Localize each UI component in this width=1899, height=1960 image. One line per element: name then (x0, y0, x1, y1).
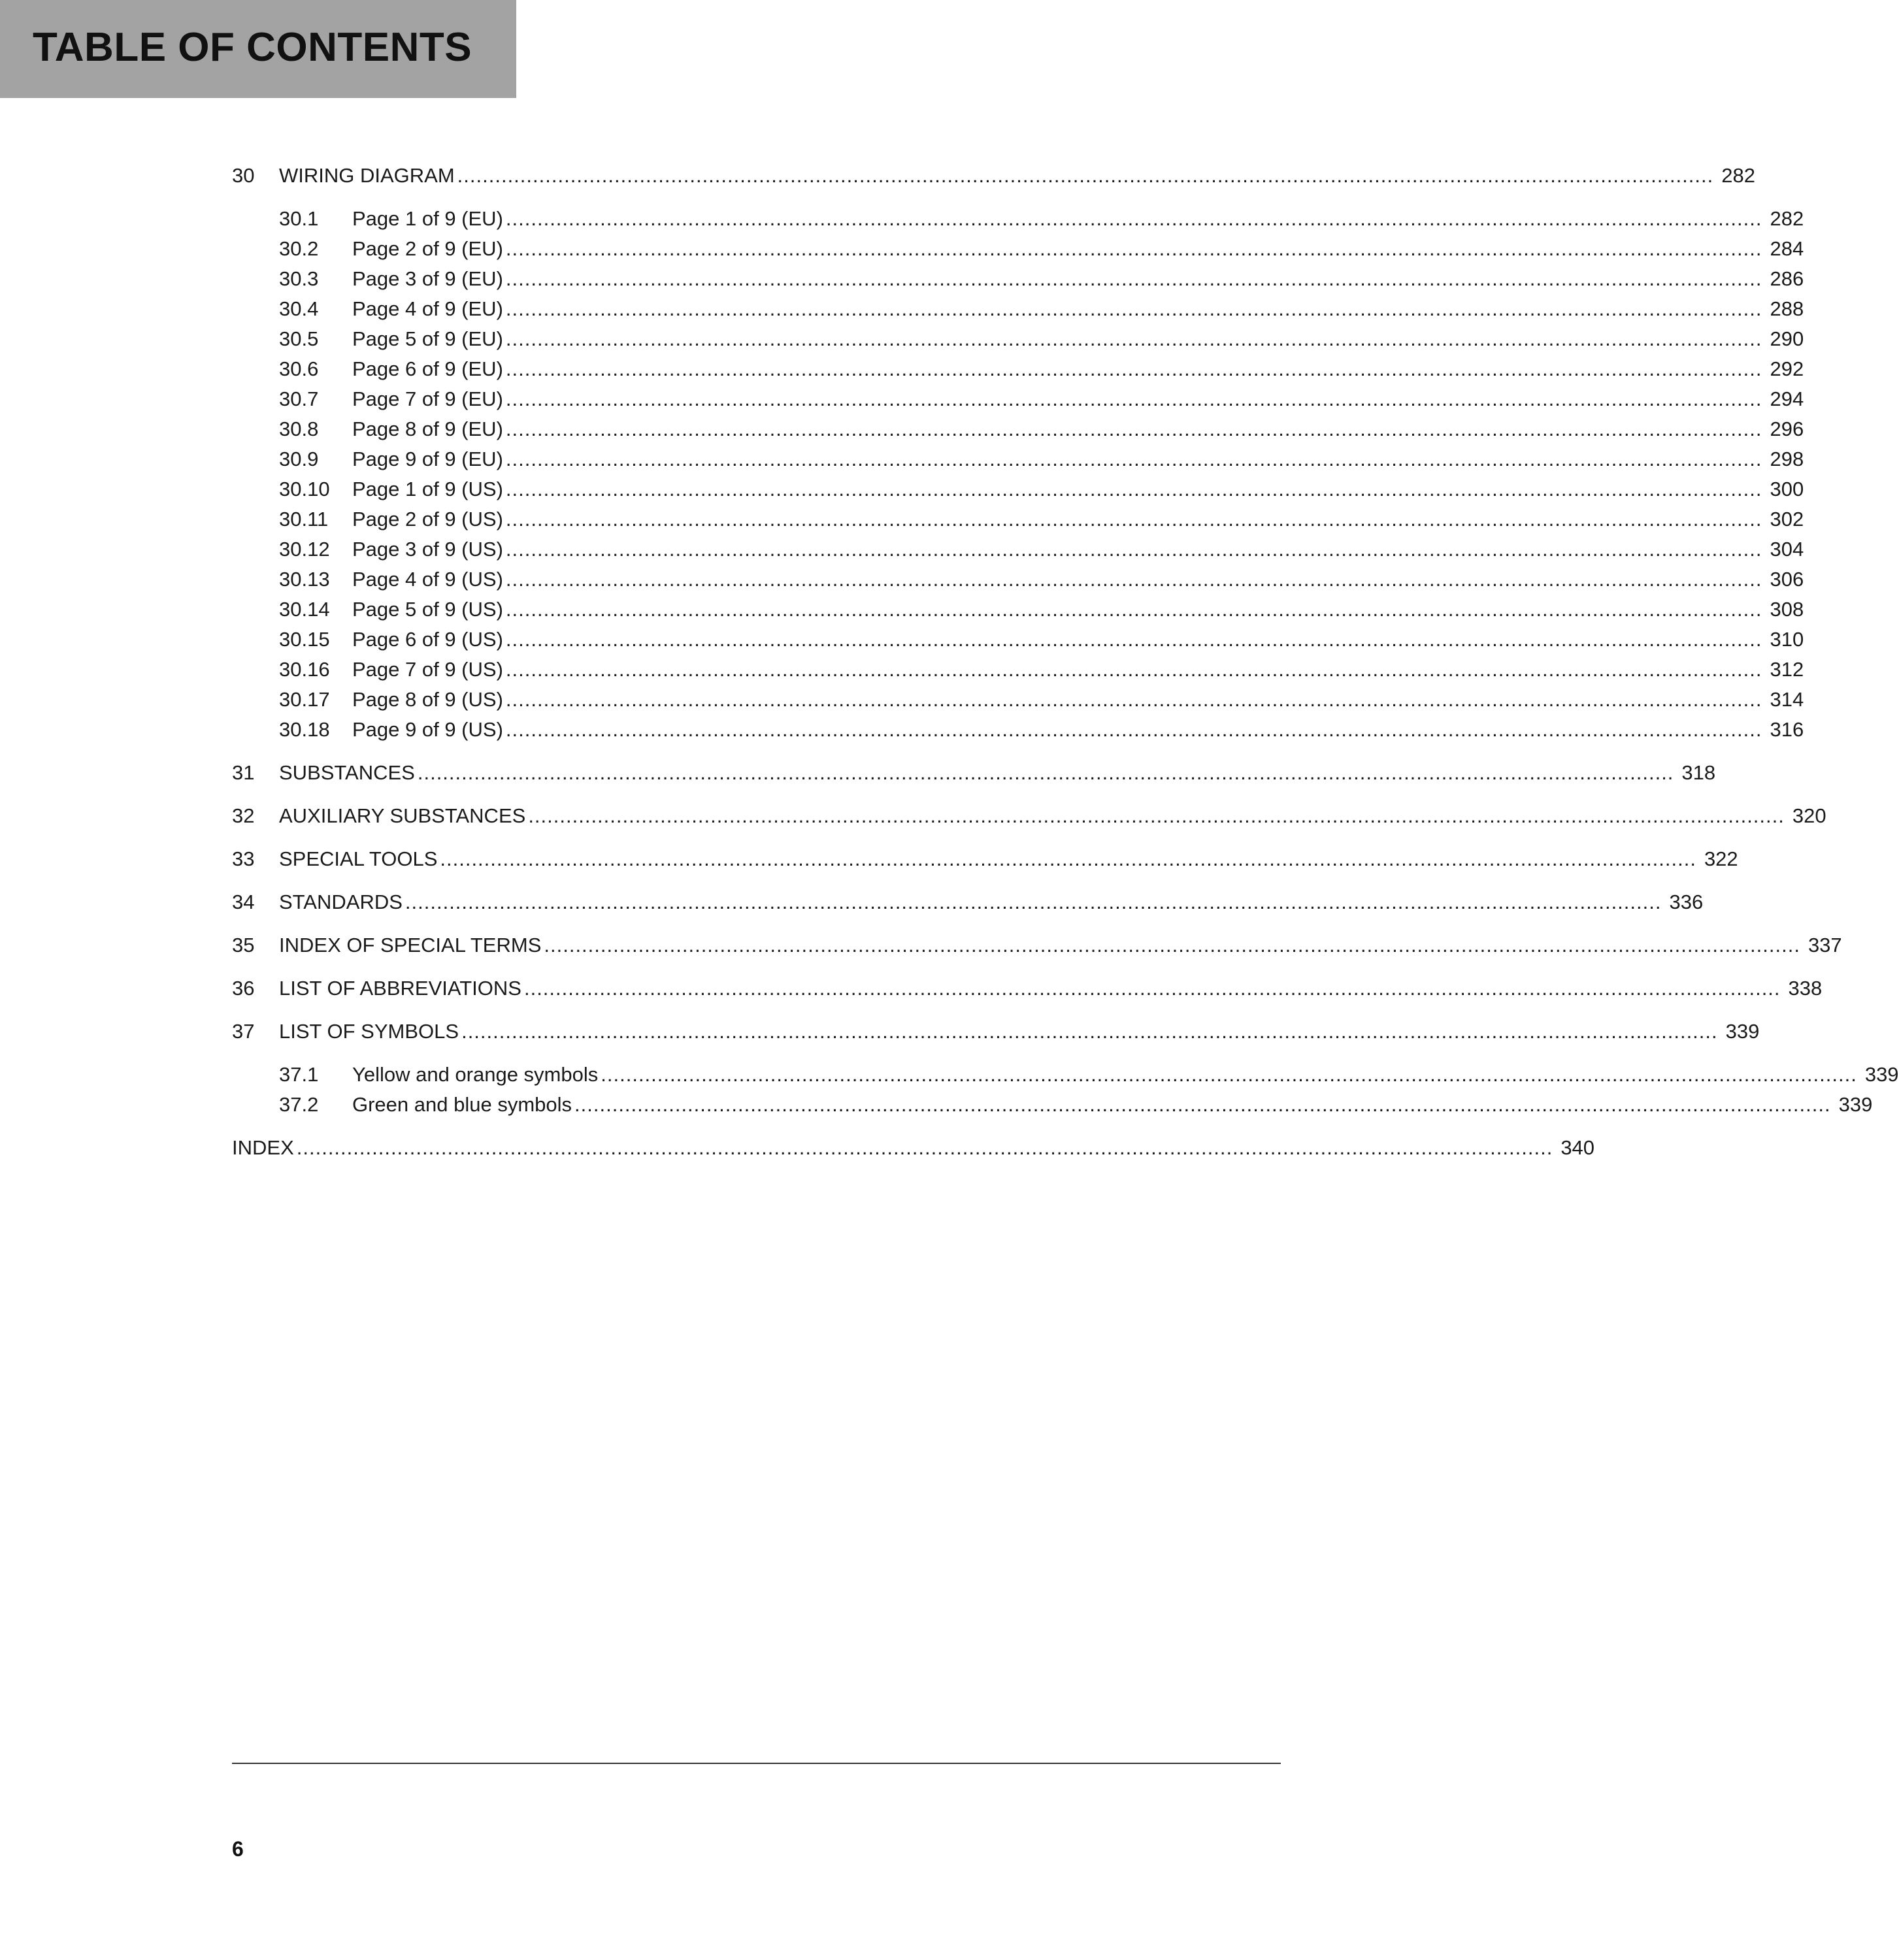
toc-entry-page: 282 (1721, 164, 1755, 187)
toc-entry-number: 37.1 (279, 1063, 319, 1086)
toc-entry-number: 30.11 (279, 508, 329, 531)
toc-entry-title: Page 6 of 9 (EU) (352, 357, 503, 380)
toc-entry-page: 316 (1770, 718, 1804, 741)
toc-entry-page: 292 (1770, 357, 1804, 380)
toc-entry-title: Green and blue symbols (352, 1093, 572, 1116)
toc-entry-title: INDEX (232, 1136, 294, 1159)
toc-entry-number: 32 (232, 804, 255, 827)
toc-entry-title: AUXILIARY SUBSTANCES (279, 804, 526, 827)
toc-entry-title: INDEX OF SPECIAL TERMS (279, 934, 542, 956)
dot-leader: ........................................................................................................................................................................................................ (574, 1093, 1831, 1116)
toc-entry-title: Page 1 of 9 (US) (352, 478, 503, 500)
toc-entry-page: 302 (1770, 508, 1804, 531)
toc-entry-page: 322 (1704, 847, 1738, 870)
toc-entry-page: 310 (1770, 628, 1804, 651)
toc-entry[interactable] (232, 1134, 1595, 1162)
page-title: TABLE OF CONTENTS (33, 25, 472, 70)
toc-entry-number: 30.12 (279, 538, 330, 561)
dot-leader: ........................................................................................................................................................................................................ (505, 417, 1762, 440)
toc-entry-title: Yellow and orange symbols (352, 1063, 599, 1086)
toc-entry-page: 314 (1770, 688, 1804, 711)
toc-entry-page: 338 (1788, 977, 1823, 1000)
toc-entry-number: 30.5 (279, 327, 319, 350)
toc-entry[interactable] (232, 505, 1804, 534)
toc-entry[interactable] (232, 595, 1804, 624)
toc-entry[interactable] (232, 355, 1804, 384)
toc-entry-number: 34 (232, 890, 255, 913)
toc-entry[interactable] (232, 235, 1804, 263)
toc-entry-page: 320 (1792, 804, 1826, 827)
toc-entry-title: STANDARDS (279, 890, 403, 913)
dot-leader: ........................................................................................................................................................................................................ (505, 508, 1762, 531)
toc-entry[interactable] (232, 535, 1804, 564)
toc-entry-title: Page 4 of 9 (US) (352, 568, 503, 591)
toc-entry[interactable] (232, 1060, 1899, 1089)
toc-entry-number: 30.10 (279, 478, 330, 500)
toc-entry[interactable] (232, 888, 1704, 917)
toc-entry-page: 296 (1770, 417, 1804, 440)
toc-entry[interactable] (232, 565, 1804, 594)
toc-entry-title: WIRING DIAGRAM (279, 164, 455, 187)
toc-entry-title: Page 9 of 9 (US) (352, 718, 503, 741)
toc-entry-title: Page 8 of 9 (US) (352, 688, 503, 711)
toc-entry[interactable] (232, 415, 1804, 444)
dot-leader: ........................................................................................................................................................................................................ (505, 267, 1762, 290)
toc-entry-page: 300 (1770, 478, 1804, 500)
toc-entry[interactable] (232, 715, 1804, 744)
toc-entry-number: 30.2 (279, 237, 319, 260)
toc-entry-number: 30.18 (279, 718, 330, 741)
toc-entry-page: 304 (1770, 538, 1804, 561)
toc-entry-title: Page 3 of 9 (US) (352, 538, 503, 561)
toc-entry-number: 37.2 (279, 1093, 319, 1116)
toc-entry-title: Page 4 of 9 (EU) (352, 297, 503, 320)
toc-entry-page: 284 (1770, 237, 1804, 260)
footer-divider (232, 1763, 1281, 1764)
toc-entry-title: Page 5 of 9 (EU) (352, 327, 503, 350)
dot-leader: ........................................................................................................................................................................................................ (440, 847, 1696, 870)
toc-entry-number: 30.4 (279, 297, 319, 320)
toc-entry-number: 37 (232, 1020, 255, 1043)
toc-entry[interactable] (232, 625, 1804, 654)
toc-entry-page: 339 (1725, 1020, 1760, 1043)
dot-leader: ........................................................................................................................................................................................................ (505, 387, 1762, 410)
toc-entry-page: 286 (1770, 267, 1804, 290)
toc-entry[interactable] (232, 445, 1804, 474)
toc-entry-page: 339 (1864, 1063, 1899, 1086)
toc-entry[interactable] (232, 931, 1842, 960)
toc-entry-page: 339 (1838, 1093, 1873, 1116)
dot-leader: ........................................................................................................................................................................................................ (505, 448, 1762, 470)
toc-entry[interactable] (232, 974, 1823, 1003)
toc-entry-title: Page 2 of 9 (US) (352, 508, 503, 531)
toc-entry-title: LIST OF SYMBOLS (279, 1020, 459, 1043)
dot-leader: ........................................................................................................................................................................................................ (405, 890, 1662, 913)
dot-leader: ........................................................................................................................................................................................................ (505, 568, 1762, 591)
toc-entry-number: 30.8 (279, 417, 319, 440)
toc-entry[interactable] (232, 802, 1826, 830)
toc-entry-title: Page 6 of 9 (US) (352, 628, 503, 651)
toc-entry-page: 282 (1770, 207, 1804, 230)
toc-entry-number: 30.1 (279, 207, 319, 230)
toc-entry-title: Page 5 of 9 (US) (352, 598, 503, 621)
toc-entry[interactable] (232, 685, 1804, 714)
dot-leader: ........................................................................................................................................................................................................ (505, 688, 1762, 711)
toc-entry-page: 298 (1770, 448, 1804, 470)
toc-entry-number: 30.16 (279, 658, 330, 681)
toc-entry-title: SUBSTANCES (279, 761, 415, 784)
toc-entry-title: Page 7 of 9 (US) (352, 658, 503, 681)
dot-leader: ........................................................................................................................................................................................................ (505, 327, 1762, 350)
toc-entry[interactable] (232, 1090, 1873, 1119)
dot-leader: ........................................................................................................................................................................................................ (505, 658, 1762, 681)
header-bar (0, 0, 516, 98)
toc-entry-title: Page 8 of 9 (EU) (352, 417, 503, 440)
toc-entry-number: 31 (232, 761, 255, 784)
toc-entry[interactable] (232, 475, 1804, 504)
toc-entry[interactable] (232, 204, 1804, 233)
toc-entry-page: 312 (1770, 658, 1804, 681)
toc-entry-page: 306 (1770, 568, 1804, 591)
dot-leader: ........................................................................................................................................................................................................ (601, 1063, 1857, 1086)
dot-leader: ........................................................................................................................................................................................................ (417, 761, 1674, 784)
dot-leader: ........................................................................................................................................................................................................ (457, 164, 1714, 187)
page-number: 6 (232, 1837, 244, 1861)
toc-entry-number: 30.9 (279, 448, 319, 470)
toc-entry-number: 30.7 (279, 387, 319, 410)
toc-entry-page: 336 (1669, 890, 1704, 913)
dot-leader: ........................................................................................................................................................................................................ (505, 718, 1762, 741)
toc-entry-title: SPECIAL TOOLS (279, 847, 438, 870)
dot-leader: ........................................................................................................................................................................................................ (505, 478, 1762, 500)
toc-entry-number: 30.15 (279, 628, 330, 651)
dot-leader: ........................................................................................................................................................................................................ (505, 628, 1762, 651)
dot-leader: ........................................................................................................................................................................................................ (523, 977, 1781, 1000)
dot-leader: ........................................................................................................................................................................................................ (505, 207, 1762, 230)
dot-leader: ........................................................................................................................................................................................................ (505, 598, 1762, 621)
toc-entry[interactable] (232, 845, 1738, 874)
dot-leader: ........................................................................................................................................................................................................ (505, 357, 1762, 380)
toc-entry-page: 290 (1770, 327, 1804, 350)
toc-entry-title: Page 9 of 9 (EU) (352, 448, 503, 470)
dot-leader: ........................................................................................................................................................................................................ (544, 934, 1800, 956)
toc-entry[interactable] (232, 655, 1804, 684)
toc-entry[interactable] (232, 265, 1804, 293)
toc-entry[interactable] (232, 325, 1804, 353)
toc-entry-page: 337 (1808, 934, 1842, 956)
toc-entry-page: 308 (1770, 598, 1804, 621)
toc-entry-title: Page 7 of 9 (EU) (352, 387, 503, 410)
toc-entry-title: Page 1 of 9 (EU) (352, 207, 503, 230)
dot-leader: ........................................................................................................................................................................................................ (296, 1136, 1553, 1159)
toc-entry-number: 30 (232, 164, 255, 187)
dot-leader: ........................................................................................................................................................................................................ (505, 237, 1762, 260)
toc-entry-number: 30.6 (279, 357, 319, 380)
toc-entry-page: 288 (1770, 297, 1804, 320)
toc-entry-page: 294 (1770, 387, 1804, 410)
toc-entry-title: LIST OF ABBREVIATIONS (279, 977, 521, 1000)
toc-entry-page: 340 (1560, 1136, 1595, 1159)
dot-leader: ........................................................................................................................................................................................................ (461, 1020, 1718, 1043)
dot-leader: ........................................................................................................................................................................................................ (505, 297, 1762, 320)
toc-entry-title: Page 2 of 9 (EU) (352, 237, 503, 260)
toc-entry-number: 30.14 (279, 598, 330, 621)
toc-entry[interactable] (232, 295, 1804, 323)
dot-leader: ........................................................................................................................................................................................................ (528, 804, 1785, 827)
toc-entry[interactable] (232, 161, 1755, 190)
toc-entry-page: 318 (1681, 761, 1716, 784)
toc-entry-number: 35 (232, 934, 255, 956)
toc-entry[interactable] (232, 1017, 1760, 1046)
toc-entry[interactable] (232, 385, 1804, 414)
toc-entry-number: 30.13 (279, 568, 330, 591)
dot-leader: ........................................................................................................................................................................................................ (505, 538, 1762, 561)
toc-entry-number: 36 (232, 977, 255, 1000)
toc-entry-number: 30.3 (279, 267, 319, 290)
toc-entry-number: 30.17 (279, 688, 330, 711)
toc-entry[interactable] (232, 759, 1716, 787)
toc-entry-number: 33 (232, 847, 255, 870)
toc-entry-title: Page 3 of 9 (EU) (352, 267, 503, 290)
